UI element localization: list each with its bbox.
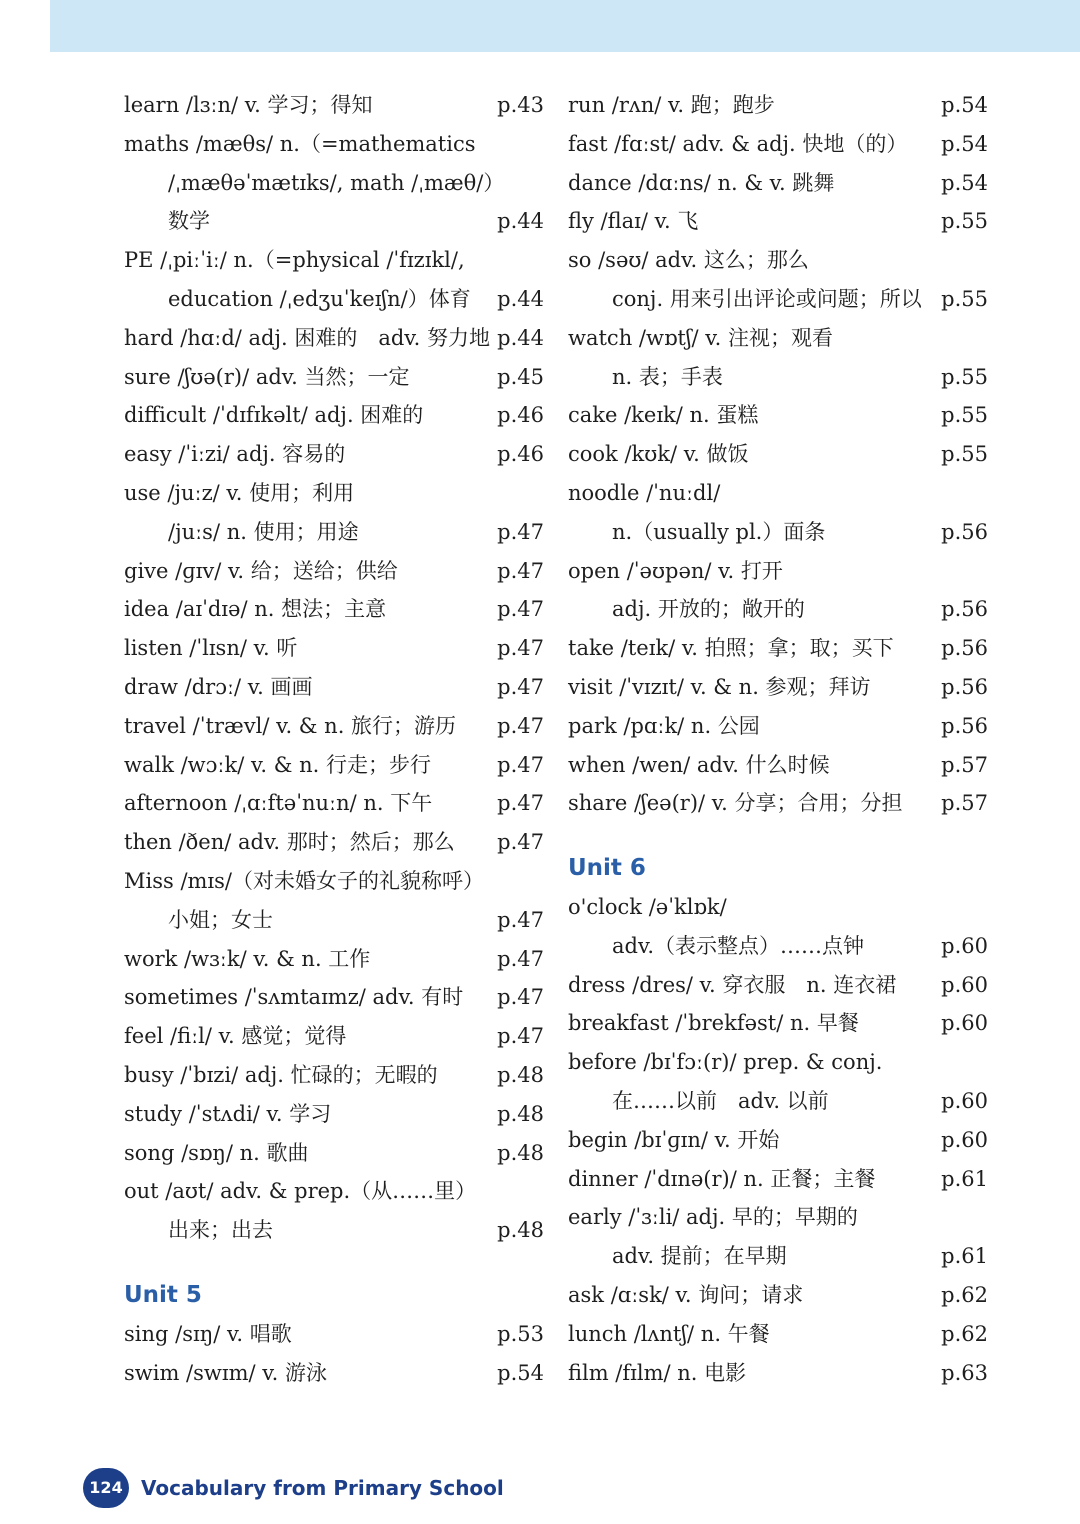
vocab-entry bbox=[568, 1315, 988, 1354]
vocab-entry bbox=[568, 1004, 988, 1043]
vocab-entry bbox=[568, 888, 988, 927]
page-reference: p.44 bbox=[497, 286, 544, 311]
vocab-entry bbox=[124, 86, 544, 125]
section-spacer bbox=[124, 1250, 544, 1276]
entry-text: listen /ˈlɪsn/ v. 听 bbox=[124, 636, 298, 661]
page-reference: p.61 bbox=[941, 1244, 988, 1269]
vocab-entry-continuation bbox=[124, 513, 544, 552]
page-reference: p.47 bbox=[497, 636, 544, 661]
page-reference: p.47 bbox=[497, 519, 544, 544]
page-reference: p.56 bbox=[941, 674, 988, 699]
entry-text: busy /ˈbɪzi/ adj. 忙碌的；无暇的 bbox=[124, 1062, 438, 1087]
entry-text: begin /bɪˈɡɪn/ v. 开始 bbox=[568, 1127, 780, 1152]
entry-text: travel /ˈtrævl/ v. & n. 旅行；游历 bbox=[124, 713, 457, 738]
page-reference: p.47 bbox=[497, 946, 544, 971]
entry-text: early /ˈɜːli/ adj. 早的；早期的 bbox=[568, 1205, 858, 1230]
vocab-entry bbox=[568, 966, 988, 1005]
vocab-entry bbox=[568, 86, 988, 125]
vocab-entry-continuation bbox=[124, 901, 544, 940]
entry-text: share /ʃeə(r)/ v. 分享；合用；分担 bbox=[568, 791, 903, 816]
vocab-entry bbox=[124, 1017, 544, 1056]
unit-heading: Unit 6 bbox=[568, 855, 646, 882]
page-reference: p.47 bbox=[497, 752, 544, 777]
entry-text: work /wɜːk/ v. & n. 工作 bbox=[124, 946, 371, 971]
entry-text: education /ˌedʒuˈkeɪʃn/）体育 bbox=[168, 286, 471, 311]
vocab-entry bbox=[568, 319, 988, 358]
vocab-entry bbox=[124, 1134, 544, 1173]
page-reference: p.53 bbox=[497, 1321, 544, 1346]
entry-text: idea /aɪˈdɪə/ n. 想法；主意 bbox=[124, 597, 387, 622]
vocab-entry-continuation bbox=[568, 513, 988, 552]
entry-text: film /fɪlm/ n. 电影 bbox=[568, 1360, 747, 1385]
page-reference: p.43 bbox=[497, 93, 544, 117]
entry-text: cook /kʊk/ v. 做饭 bbox=[568, 442, 749, 467]
vocab-entry bbox=[124, 319, 544, 358]
vocab-entry bbox=[124, 241, 544, 280]
vocab-entry bbox=[568, 241, 988, 280]
page-reference: p.48 bbox=[497, 1140, 544, 1165]
page-reference: p.54 bbox=[941, 93, 988, 117]
entry-text: song /sɒŋ/ n. 歌曲 bbox=[124, 1140, 309, 1165]
vocab-entry bbox=[124, 590, 544, 629]
page-reference: p.57 bbox=[941, 752, 988, 777]
entry-text: use /juːz/ v. 使用；利用 bbox=[124, 480, 355, 505]
entry-text: when /wen/ adv. 什么时候 bbox=[568, 752, 830, 777]
page-reference: p.61 bbox=[941, 1166, 988, 1191]
page-reference: p.57 bbox=[941, 791, 988, 816]
entry-text: so /səʊ/ adv. 这么；那么 bbox=[568, 248, 809, 273]
vocab-entry bbox=[568, 746, 988, 785]
entry-text: /juːs/ n. 使用；用途 bbox=[168, 519, 359, 544]
vocab-entry bbox=[124, 358, 544, 397]
vocab-entry-continuation bbox=[568, 358, 988, 397]
vocab-entry-continuation bbox=[568, 280, 988, 319]
vocab-entry bbox=[124, 707, 544, 746]
page-reference: p.55 bbox=[941, 209, 988, 234]
entry-text: before /bɪˈfɔː(r)/ prep. & conj. bbox=[568, 1050, 883, 1075]
vocab-entry bbox=[124, 435, 544, 474]
entry-text: noodle /ˈnuːdl/ bbox=[568, 480, 721, 505]
vocab-entry bbox=[124, 668, 544, 707]
page-number-badge: 124 bbox=[83, 1468, 129, 1508]
entry-text: fly /flaɪ/ v. 飞 bbox=[568, 209, 699, 234]
vocab-entry bbox=[124, 125, 544, 164]
page-reference: p.60 bbox=[941, 1011, 988, 1036]
entry-text: adv. 提前；在早期 bbox=[612, 1244, 787, 1269]
page-reference: p.56 bbox=[941, 519, 988, 544]
vocab-entry-continuation bbox=[568, 590, 988, 629]
page-reference: p.60 bbox=[941, 933, 988, 958]
entry-text: then /ðen/ adv. 那时；然后；那么 bbox=[124, 830, 455, 855]
entry-text: 小姐；女士 bbox=[168, 907, 273, 932]
unit-heading: Unit 5 bbox=[124, 1281, 202, 1308]
entry-text: sure /ʃʊə(r)/ adv. 当然；一定 bbox=[124, 364, 410, 389]
vocab-entry bbox=[568, 435, 988, 474]
page-reference: p.54 bbox=[941, 131, 988, 156]
page-reference: p.54 bbox=[941, 170, 988, 195]
page-reference: p.55 bbox=[941, 403, 988, 428]
vocab-entry bbox=[124, 1056, 544, 1095]
page-reference: p.63 bbox=[941, 1360, 988, 1385]
entry-text: 在……以前 adv. 以前 bbox=[612, 1088, 829, 1113]
entry-text: dance /dɑːns/ n. & v. 跳舞 bbox=[568, 170, 835, 195]
entry-text: open /ˈəʊpən/ v. 打开 bbox=[568, 558, 783, 583]
vocab-entry bbox=[568, 164, 988, 203]
vocab-entry bbox=[124, 784, 544, 823]
entry-text: take /teɪk/ v. 拍照；拿；取；买下 bbox=[568, 636, 894, 661]
vocab-entry bbox=[568, 668, 988, 707]
page-reference: p.47 bbox=[497, 830, 544, 855]
entry-text: feel /fiːl/ v. 感觉；觉得 bbox=[124, 1024, 347, 1049]
vocab-entry-continuation bbox=[568, 1082, 988, 1121]
entry-text: learn /lɜːn/ v. 学习；得知 bbox=[124, 93, 373, 117]
entry-text: Miss /mɪs/（对未婚女子的礼貌称呼） bbox=[124, 868, 485, 893]
page-reference: p.62 bbox=[941, 1282, 988, 1307]
entry-text: breakfast /ˈbrekfəst/ n. 早餐 bbox=[568, 1011, 859, 1036]
vocab-entry bbox=[124, 396, 544, 435]
page-reference: p.47 bbox=[497, 1024, 544, 1049]
vocab-entry bbox=[124, 1354, 544, 1393]
vocab-entry bbox=[124, 978, 544, 1017]
entry-text: maths /mæθs/ n.（=mathematics bbox=[124, 131, 476, 156]
entry-text: adj. 开放的；敞开的 bbox=[612, 597, 805, 622]
entry-text: walk /wɔːk/ v. & n. 行走；步行 bbox=[124, 752, 431, 777]
entry-text: hard /hɑːd/ adj. 困难的 adv. 努力地 bbox=[124, 325, 491, 350]
entry-text: 数学 bbox=[168, 209, 210, 234]
page-reference: p.44 bbox=[497, 209, 544, 234]
entry-text: PE /ˌpiːˈiː/ n.（=physical /ˈfɪzɪkl/, bbox=[124, 248, 465, 273]
vocab-entry bbox=[568, 1198, 988, 1237]
header-band bbox=[50, 0, 1080, 52]
page-reference: p.48 bbox=[497, 1101, 544, 1126]
page-reference: p.56 bbox=[941, 713, 988, 738]
entry-text: ask /ɑːsk/ v. 询问；请求 bbox=[568, 1282, 804, 1307]
entry-text: run /rʌn/ v. 跑；跑步 bbox=[568, 93, 775, 117]
entry-text: n.（usually pl.）面条 bbox=[612, 519, 826, 544]
entry-text: fast /fɑːst/ adv. & adj. 快地（的） bbox=[568, 131, 908, 156]
entry-text: o'clock /əˈklɒk/ bbox=[568, 894, 727, 919]
vocab-entry bbox=[568, 1160, 988, 1199]
vocab-entry bbox=[124, 823, 544, 862]
vocab-entry-continuation bbox=[124, 164, 544, 203]
vocab-entry bbox=[568, 396, 988, 435]
vocab-entry bbox=[568, 474, 988, 513]
vocab-entry bbox=[124, 629, 544, 668]
entry-text: /ˌmæθəˈmætɪks/, math /ˌmæθ/） bbox=[168, 170, 505, 195]
page-reference: p.47 bbox=[497, 907, 544, 932]
page-reference: p.60 bbox=[941, 1088, 988, 1113]
vocab-column-left bbox=[124, 86, 544, 1392]
page-reference: p.47 bbox=[497, 985, 544, 1010]
entry-text: lunch /lʌntʃ/ n. 午餐 bbox=[568, 1321, 770, 1346]
vocab-entry bbox=[568, 1043, 988, 1082]
page-reference: p.56 bbox=[941, 636, 988, 661]
vocab-column-right bbox=[568, 86, 988, 1392]
page-reference: p.55 bbox=[941, 442, 988, 467]
entry-text: out /aʊt/ adv. & prep.（从……里） bbox=[124, 1179, 477, 1204]
page-reference: p.47 bbox=[497, 597, 544, 622]
vocab-entry bbox=[568, 784, 988, 823]
entry-text: sing /sɪŋ/ v. 唱歌 bbox=[124, 1321, 292, 1346]
entry-text: draw /drɔː/ v. 画画 bbox=[124, 674, 313, 699]
page-reference: p.60 bbox=[941, 972, 988, 997]
entry-text: difficult /ˈdɪfɪkəlt/ adj. 困难的 bbox=[124, 403, 424, 428]
entry-text: park /pɑːk/ n. 公园 bbox=[568, 713, 760, 738]
entry-text: swim /swɪm/ v. 游泳 bbox=[124, 1360, 327, 1385]
entry-text: dinner /ˈdɪnə(r)/ n. 正餐；主餐 bbox=[568, 1166, 876, 1191]
vocab-entry bbox=[124, 1095, 544, 1134]
entry-text: 出来；出去 bbox=[168, 1218, 273, 1243]
page-reference: p.46 bbox=[497, 403, 544, 428]
page-reference: p.46 bbox=[497, 442, 544, 467]
entry-text: conj. 用来引出评论或问题；所以 bbox=[612, 286, 922, 311]
vocab-entry bbox=[124, 1172, 544, 1211]
page-reference: p.45 bbox=[497, 364, 544, 389]
vocab-entry bbox=[568, 1276, 988, 1315]
vocab-entry bbox=[568, 125, 988, 164]
entry-text: dress /dres/ v. 穿衣服 n. 连衣裙 bbox=[568, 972, 897, 997]
vocab-entry-continuation bbox=[124, 202, 544, 241]
page-reference: p.47 bbox=[497, 674, 544, 699]
page-reference: p.47 bbox=[497, 558, 544, 583]
page-reference: p.47 bbox=[497, 713, 544, 738]
entry-text: easy /ˈiːzi/ adj. 容易的 bbox=[124, 442, 346, 467]
page-reference: p.62 bbox=[941, 1321, 988, 1346]
entry-text: visit /ˈvɪzɪt/ v. & n. 参观；拜访 bbox=[568, 674, 871, 699]
vocab-entry bbox=[568, 1121, 988, 1160]
footer-title: Vocabulary from Primary School bbox=[141, 1476, 504, 1500]
vocab-entry-continuation bbox=[568, 927, 988, 966]
vocab-entry-continuation bbox=[568, 1237, 988, 1276]
page-reference: p.48 bbox=[497, 1218, 544, 1243]
vocab-entry-continuation bbox=[124, 1211, 544, 1250]
vocab-entry bbox=[568, 202, 988, 241]
vocab-entry bbox=[124, 862, 544, 901]
entry-text: n. 表；手表 bbox=[612, 364, 723, 389]
entry-text: cake /keɪk/ n. 蛋糕 bbox=[568, 403, 759, 428]
page-reference: p.55 bbox=[941, 286, 988, 311]
page-reference: p.47 bbox=[497, 791, 544, 816]
entry-text: study /ˈstʌdi/ v. 学习 bbox=[124, 1101, 332, 1126]
entry-text: give /ɡɪv/ v. 给；送给；供给 bbox=[124, 558, 398, 583]
section-spacer bbox=[568, 823, 988, 849]
page-reference: p.48 bbox=[497, 1062, 544, 1087]
page-reference: p.60 bbox=[941, 1127, 988, 1152]
vocab-entry bbox=[124, 746, 544, 785]
vocab-entry bbox=[568, 707, 988, 746]
page-reference: p.44 bbox=[497, 325, 544, 350]
entry-text: adv.（表示整点）……点钟 bbox=[612, 933, 865, 958]
vocab-entry bbox=[568, 629, 988, 668]
vocab-entry bbox=[568, 1354, 988, 1393]
vocab-entry bbox=[124, 1315, 544, 1354]
vocab-entry-continuation bbox=[124, 280, 544, 319]
vocab-entry bbox=[124, 940, 544, 979]
page-reference: p.56 bbox=[941, 597, 988, 622]
vocab-entry bbox=[568, 552, 988, 591]
entry-text: watch /wɒtʃ/ v. 注视；观看 bbox=[568, 325, 834, 350]
vocab-entry bbox=[124, 552, 544, 591]
entry-text: afternoon /ˌɑːftəˈnuːn/ n. 下午 bbox=[124, 791, 433, 816]
vocab-entry bbox=[124, 474, 544, 513]
page-reference: p.55 bbox=[941, 364, 988, 389]
entry-text: sometimes /ˈsʌmtaɪmz/ adv. 有时 bbox=[124, 985, 464, 1010]
page-reference: p.54 bbox=[497, 1360, 544, 1385]
